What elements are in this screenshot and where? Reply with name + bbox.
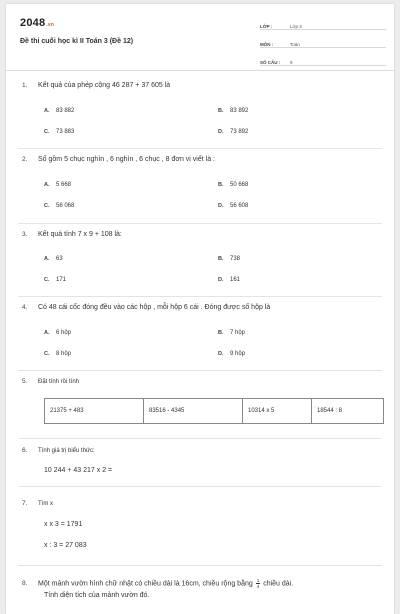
question-divider [18, 370, 382, 371]
option-letter: B. [218, 182, 224, 188]
fraction-denominator: 4 [256, 584, 260, 589]
option-letter: A. [44, 108, 50, 114]
q2-option-c[interactable] [44, 203, 74, 209]
table-cell: 18544 : 8 [312, 399, 384, 424]
q4-option-a[interactable] [44, 330, 71, 336]
question-stem: Đặt tính rồi tính [38, 379, 80, 385]
option-text: 9 hộp [230, 351, 246, 357]
option-text: 6 hộp [56, 330, 72, 336]
exam-header [6, 4, 394, 71]
q3-option-a[interactable] [44, 256, 63, 262]
q4-option-d[interactable] [218, 351, 245, 357]
q2-option-b[interactable] [218, 182, 248, 188]
q1-option-c[interactable] [44, 129, 74, 135]
question-number: 1. [22, 82, 28, 89]
option-text: 161 [230, 277, 241, 283]
fraction-numerator: 1 [256, 578, 260, 583]
option-letter: B. [218, 108, 224, 114]
logo-main: 2048 [20, 17, 46, 29]
option-text: 73 892 [230, 129, 249, 135]
question-divider [18, 438, 382, 439]
option-letter: C. [44, 203, 50, 209]
option-letter: B. [218, 256, 224, 262]
table-row [45, 399, 384, 424]
equation-line-2: x : 3 = 27 083 [44, 542, 87, 549]
option-text: 7 hộp [230, 330, 246, 336]
exam-title: Đề thi cuối học kì II Toán 3 (Đề 12) [20, 38, 134, 45]
question-stem: Tìm x [38, 501, 53, 507]
meta-value: Toán [290, 42, 300, 47]
question-8 [22, 578, 293, 589]
meta-count-row [260, 53, 386, 66]
question-divider [18, 223, 382, 224]
option-letter: C. [44, 351, 50, 357]
option-letter: D. [218, 129, 224, 135]
question-1 [22, 82, 170, 89]
question-5 [22, 378, 79, 385]
site-logo[interactable] [20, 17, 54, 29]
question-7 [22, 500, 53, 507]
q3-option-c[interactable] [44, 277, 66, 283]
question-2 [22, 156, 215, 163]
question-number: 2. [22, 156, 28, 163]
question-stem: Kết quả tính 7 x 9 + 108 là: [38, 231, 122, 238]
meta-label: LỚP : [260, 24, 273, 29]
option-letter: A. [44, 330, 50, 336]
question-stem-end: chiều dài. [263, 580, 294, 588]
q1-option-d[interactable] [218, 129, 248, 135]
exam-sheet [6, 4, 394, 614]
question-number: 5. [22, 378, 28, 385]
logo-suffix: .vn [46, 22, 55, 28]
option-letter: B. [218, 330, 224, 336]
option-text: 73 883 [56, 129, 75, 135]
fraction-one-quarter [256, 578, 261, 589]
option-letter: D. [218, 277, 224, 283]
question-divider [18, 296, 382, 297]
q1-option-b[interactable] [218, 108, 248, 114]
calculation-table [44, 398, 384, 424]
question-4 [22, 304, 270, 311]
meta-label: SỐ CÂU : [260, 60, 281, 65]
question-stem: Một mảnh vườn hình chữ nhật có chiều dài là 16cm, chiều rộng bằng [38, 580, 253, 588]
option-text: 63 [56, 256, 63, 262]
meta-label: MÔN : [260, 42, 274, 47]
question-stem: Tính giá trị biểu thức: [38, 448, 95, 454]
question-number: 6. [22, 447, 28, 454]
option-letter: A. [44, 256, 50, 262]
q2-option-a[interactable] [44, 182, 71, 188]
question-number: 7. [22, 500, 28, 507]
question-number: 8. [22, 580, 28, 588]
option-text: 56 068 [56, 203, 75, 209]
q1-option-a[interactable] [44, 108, 74, 114]
meta-subject-row [260, 35, 386, 48]
question-number: 3. [22, 231, 28, 238]
q2-option-d[interactable] [218, 203, 248, 209]
option-text: 83 892 [230, 108, 249, 114]
table-cell: 10314 x 5 [243, 399, 312, 424]
question-stem: Số gồm 5 chục nghìn , 6 nghìn , 6 chục , 8 đơn vị viết là : [38, 156, 215, 163]
table-cell: 83516 - 4345 [144, 399, 243, 424]
q4-option-c[interactable] [44, 351, 71, 357]
q4-option-b[interactable] [218, 330, 245, 336]
meta-class-row [260, 17, 386, 30]
question-stem: Kết quả của phép cộng 46 287 + 37 605 là [38, 82, 171, 89]
question-divider [18, 565, 382, 566]
option-letter: C. [44, 277, 50, 283]
option-letter: A. [44, 182, 50, 188]
option-text: 738 [230, 256, 241, 262]
equation-line-1: x x 3 = 1791 [44, 521, 83, 528]
option-text: 83 882 [56, 108, 75, 114]
question-6 [22, 447, 95, 454]
question-stem: Có 48 cái cốc đóng đều vào các hộp , mỗi hộp 6 cái . Đóng được số hộp là [38, 304, 271, 311]
question-8-line-2: Tính diện tích của mảnh vườn đó. [44, 592, 150, 599]
option-text: 50 668 [230, 182, 249, 188]
q3-option-b[interactable] [218, 256, 240, 262]
question-divider [18, 148, 382, 149]
option-text: 56 608 [230, 203, 249, 209]
option-letter: C. [44, 129, 50, 135]
table-cell: 21375 + 483 [45, 399, 144, 424]
meta-value: Lớp 3 [290, 24, 302, 29]
option-letter: D. [218, 203, 224, 209]
option-text: 171 [56, 277, 67, 283]
option-text: 5 668 [56, 182, 72, 188]
q3-option-d[interactable] [218, 277, 240, 283]
question-divider [18, 486, 382, 487]
question-number: 4. [22, 304, 28, 311]
meta-value: 9 [290, 60, 293, 65]
question-3 [22, 231, 122, 238]
option-letter: D. [218, 351, 224, 357]
option-text: 8 hộp [56, 351, 72, 357]
exam-meta [260, 17, 386, 71]
expression-line: 10 244 + 43 217 x 2 = [44, 467, 113, 474]
